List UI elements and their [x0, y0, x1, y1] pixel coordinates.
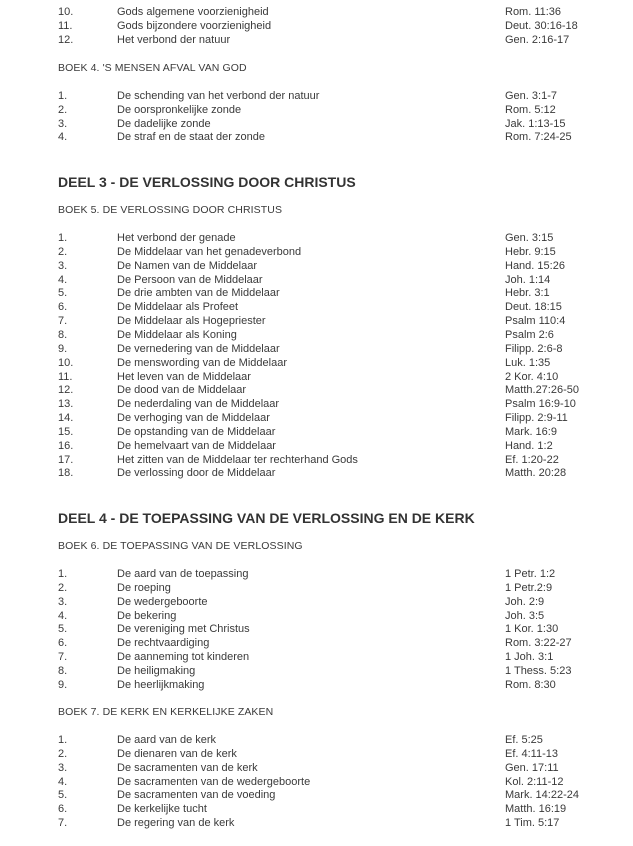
list-item	[0, 733, 633, 747]
item-number: 6.	[58, 301, 68, 314]
item-number: 3.	[58, 117, 68, 130]
item-reference: Joh. 3:5	[505, 609, 545, 622]
item-number: 5.	[58, 789, 68, 802]
item-number: 1.	[58, 232, 68, 244]
item-number: 4.	[58, 609, 68, 622]
item-number: 12.	[58, 384, 74, 397]
item-number: 6.	[58, 803, 68, 816]
item-reference: Ef. 5:25	[505, 734, 543, 746]
item-number: 9.	[58, 678, 68, 691]
item-title: De verlossing door de Middelaar	[117, 467, 276, 480]
item-title: De hemelvaart van de Middelaar	[117, 439, 276, 452]
item-reference: Hand. 1:2	[505, 439, 553, 452]
item-number: 7.	[58, 651, 68, 664]
item-title: Het verbond der genade	[117, 232, 236, 244]
item-title: De aard van de toepassing	[117, 568, 249, 580]
item-title: De dood van de Middelaar	[117, 384, 247, 397]
item-title: De kerkelijke tucht	[117, 803, 207, 816]
item-reference: 1 Tim. 5:17	[505, 817, 560, 830]
item-reference: 1 Petr. 1:2	[505, 568, 556, 580]
list-item	[0, 130, 633, 144]
item-number: 18.	[58, 467, 74, 480]
item-reference: Psalm 2:6	[505, 328, 554, 341]
item-title: De sacramenten van de kerk	[117, 761, 258, 774]
item-title: De Middelaar als Profeet	[117, 301, 239, 314]
list-item	[0, 103, 633, 117]
list-item	[0, 356, 633, 370]
list-item	[0, 788, 633, 802]
item-reference: 1 Thess. 5:23	[505, 664, 572, 677]
item-reference: Gen. 17:11	[505, 761, 559, 774]
item-reference: Kol. 2:11-12	[505, 775, 564, 788]
item-number: 10.	[58, 6, 74, 18]
item-title: De Middelaar als Hogepriester	[117, 315, 266, 328]
list-item	[0, 5, 633, 19]
list-item	[0, 370, 633, 384]
item-reference: Filipp. 2:9-11	[505, 412, 568, 425]
item-title: Het leven van de Middelaar	[117, 370, 251, 383]
list-item	[0, 453, 633, 467]
list-item	[0, 425, 633, 439]
boek-5-heading: BOEK 5. DE VERLOSSING DOOR CHRISTUS	[58, 204, 283, 216]
item-number: 8.	[58, 328, 68, 341]
deel-3-heading: DEEL 3 - DE VERLOSSING DOOR CHRISTUS	[58, 174, 356, 190]
item-reference: 2 Kor. 4:10	[505, 370, 559, 383]
list-item	[0, 411, 633, 425]
item-reference: Joh. 1:14	[505, 273, 551, 286]
item-number: 6.	[58, 637, 68, 650]
item-number: 4.	[58, 273, 68, 286]
list-item	[0, 89, 633, 103]
item-number: 7.	[58, 315, 68, 328]
item-reference: Psalm 110:4	[505, 315, 566, 328]
item-title: Gods bijzondere voorzienigheid	[117, 19, 272, 32]
list-item	[0, 466, 633, 480]
item-number: 11.	[58, 370, 73, 383]
item-title: De aard van de kerk	[117, 734, 217, 746]
item-number: 3.	[58, 259, 68, 272]
item-number: 2.	[58, 245, 68, 258]
item-reference: 1 Kor. 1:30	[505, 623, 559, 636]
list-item	[0, 19, 633, 33]
list-item	[0, 775, 633, 789]
item-number: 1.	[58, 568, 68, 580]
item-reference: Hand. 15:26	[505, 259, 565, 272]
item-title: De opstanding van de Middelaar	[117, 425, 276, 438]
boek-6-heading: BOEK 6. DE TOEPASSING VAN DE VERLOSSING	[58, 540, 303, 552]
item-title: De sacramenten van de wedergeboorte	[117, 775, 311, 788]
item-number: 5.	[58, 623, 68, 636]
list-item	[0, 802, 633, 816]
item-title: De nederdaling van de Middelaar	[117, 398, 280, 411]
list-item	[0, 609, 633, 623]
boek-4-heading: BOEK 4. 'S MENSEN AFVAL VAN GOD	[58, 62, 247, 74]
list-item	[0, 314, 633, 328]
item-reference: Deut. 18:15	[505, 301, 562, 314]
list-item	[0, 259, 633, 273]
item-title: De dadelijke zonde	[117, 117, 211, 130]
item-reference: Rom. 3:22-27	[505, 637, 572, 650]
list-item	[0, 117, 633, 131]
item-number: 3.	[58, 761, 68, 774]
item-reference: Gen. 2:16-17	[505, 33, 570, 46]
list-item	[0, 664, 633, 678]
item-number: 8.	[58, 664, 68, 677]
item-title: Het verbond der natuur	[117, 33, 231, 46]
item-number: 16.	[58, 439, 74, 452]
list-item	[0, 231, 633, 245]
deel-4-heading: DEEL 4 - DE TOEPASSING VAN DE VERLOSSING EN DE KERK	[58, 510, 475, 526]
item-title: De Persoon van de Middelaar	[117, 273, 263, 286]
item-number: 11.	[58, 19, 73, 32]
list-item	[0, 33, 633, 47]
item-reference: Mark. 14:22-24	[505, 789, 579, 802]
boek-7-heading: BOEK 7. DE KERK EN KERKELIJKE ZAKEN	[58, 706, 274, 718]
list-item	[0, 439, 633, 453]
item-title: De oorspronkelijke zonde	[117, 103, 242, 116]
item-number: 4.	[58, 131, 68, 144]
item-reference: Luk. 1:35	[505, 356, 551, 369]
item-number: 9.	[58, 342, 68, 355]
list-item	[0, 397, 633, 411]
item-reference: Matth. 20:28	[505, 467, 567, 480]
item-reference: Matth. 16:19	[505, 803, 567, 816]
item-title: De aanneming tot kinderen	[117, 651, 250, 664]
item-reference: Jak. 1:13-15	[505, 117, 566, 130]
list-item	[0, 761, 633, 775]
item-reference: Mark. 16:9	[505, 425, 557, 438]
item-reference: Ef. 4:11-13	[505, 747, 558, 760]
item-title: De Middelaar van het genadeverbond	[117, 245, 302, 258]
item-title: De regering van de kerk	[117, 817, 235, 830]
item-title: De straf en de staat der zonde	[117, 131, 265, 144]
item-title: De drie ambten van de Middelaar	[117, 287, 280, 300]
item-number: 15.	[58, 425, 74, 438]
item-title: De menswording van de Middelaar	[117, 356, 287, 369]
item-number: 17.	[58, 453, 74, 466]
item-number: 13.	[58, 398, 74, 411]
item-number: 2.	[58, 747, 68, 760]
item-number: 3.	[58, 595, 68, 608]
item-title: De vernedering van de Middelaar	[117, 342, 280, 355]
item-title: De heiligmaking	[117, 664, 196, 677]
list-item	[0, 286, 633, 300]
list-item	[0, 636, 633, 650]
item-reference: 1 Joh. 3:1	[505, 651, 554, 664]
list-item	[0, 342, 633, 356]
item-title: De sacramenten van de voeding	[117, 789, 276, 802]
item-number: 1.	[58, 90, 68, 102]
item-title: De wedergeboorte	[117, 595, 208, 608]
item-title: De schending van het verbond der natuur	[117, 90, 320, 102]
list-item	[0, 383, 633, 397]
item-title: De vereniging met Christus	[117, 623, 250, 636]
item-reference: Hebr. 3:1	[505, 287, 550, 300]
list-item	[0, 567, 633, 581]
list-item	[0, 622, 633, 636]
item-reference: Gen. 3:15	[505, 232, 554, 244]
item-reference: Matth.27:26-50	[505, 384, 579, 397]
list-item	[0, 300, 633, 314]
item-reference: Ef. 1:20-22	[505, 453, 559, 466]
item-number: 2.	[58, 103, 68, 116]
item-title: De Middelaar als Koning	[117, 328, 237, 341]
item-reference: Filipp. 2:6-8	[505, 342, 563, 355]
list-item	[0, 595, 633, 609]
item-reference: Rom. 5:12	[505, 103, 556, 116]
item-number: 1.	[58, 734, 68, 746]
list-item	[0, 816, 633, 830]
list-item	[0, 678, 633, 692]
item-reference: 1 Petr.2:9	[505, 581, 553, 594]
item-title: De rechtvaardiging	[117, 637, 210, 650]
list-item	[0, 245, 633, 259]
item-reference: Gen. 3:1-7	[505, 90, 557, 102]
list-item	[0, 581, 633, 595]
list-item	[0, 273, 633, 287]
item-number: 14.	[58, 412, 74, 425]
item-reference: Hebr. 9:15	[505, 245, 556, 258]
list-item	[0, 747, 633, 761]
item-title: Gods algemene voorzienigheid	[117, 6, 269, 18]
item-reference: Rom. 11:36	[505, 6, 562, 18]
list-item	[0, 650, 633, 664]
item-title: Het zitten van de Middelaar ter rechterhand Gods	[117, 453, 358, 466]
item-title: De Namen van de Middelaar	[117, 259, 258, 272]
item-reference: Psalm 16:9-10	[505, 398, 576, 411]
item-number: 5.	[58, 287, 68, 300]
item-number: 2.	[58, 581, 68, 594]
item-number: 7.	[58, 817, 68, 830]
item-title: De verhoging van de Middelaar	[117, 412, 270, 425]
item-reference: Rom. 7:24-25	[505, 131, 572, 144]
item-number: 4.	[58, 775, 68, 788]
item-title: De dienaren van de kerk	[117, 747, 237, 760]
item-reference: Deut. 30:16-18	[505, 19, 578, 32]
item-reference: Joh. 2:9	[505, 595, 545, 608]
item-number: 12.	[58, 33, 74, 46]
item-title: De roeping	[117, 581, 171, 594]
item-title: De bekering	[117, 609, 177, 622]
item-title: De heerlijkmaking	[117, 678, 205, 691]
list-item	[0, 328, 633, 342]
item-reference: Rom. 8:30	[505, 678, 556, 691]
item-number: 10.	[58, 356, 74, 369]
